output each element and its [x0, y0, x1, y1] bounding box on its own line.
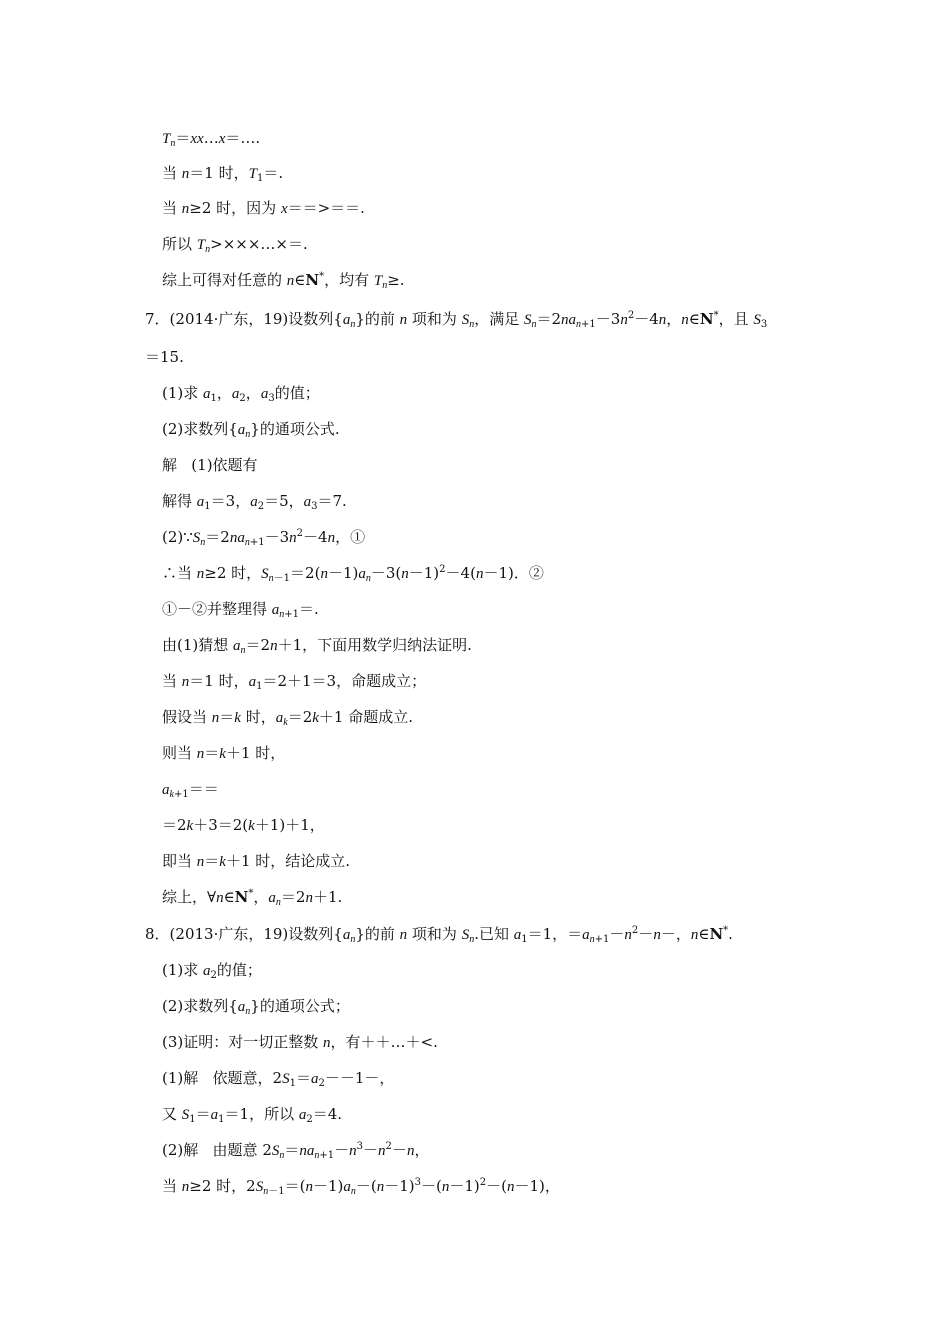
q8-sol-2-cont: 当 n≥2 时，$2S_{n-1}=(n-1)a_n-(n-1)^3-(n-1)^2-(n-1)$， — [162, 1177, 560, 1197]
q8-part1: (1)求 $a_2$的值； — [162, 961, 262, 981]
q7-part1: (1)求 $a_1$，$a_2$，$a_3$的值； — [162, 384, 320, 404]
q7-sol-ak1: $a_{k+1}==$ — [162, 780, 219, 800]
q7-sol-ak1-cont: ＝2k＋3＝2(k＋1)＋1， — [162, 816, 325, 834]
q7-sol-holds: 即当 n＝k＋1 时，结论成立. — [162, 852, 351, 870]
question-7-cont: ＝15. — [145, 348, 184, 366]
q7-sol-1: 解 (1)依题有 — [162, 456, 258, 474]
q8-sol-a2: 又 $S_1=a_1=1$，所以 $a_2=4$. — [162, 1105, 343, 1125]
q7-part2: (2)求数列$\{a_n\}$的通项公式. — [162, 420, 340, 440]
line-tn-product: $T_n=xx\dots x=\dots$. — [162, 129, 261, 149]
q7-sol-step: 则当 n＝k＋1 时， — [162, 744, 286, 762]
line-n1: 当 n＝1 时，$T_1=$. — [162, 164, 284, 184]
q7-sol-values: 解得 $a_1=3$，$a_2=5$，$a_3=7$. — [162, 492, 347, 512]
q7-sol-base: 当 n＝1 时，$a_1=2+1=3$，命题成立； — [162, 672, 427, 692]
q8-part2: (2)求数列$\{a_n\}$的通项公式； — [162, 997, 350, 1017]
q7-sol-eq2: ∴当 n≥2 时，$S_{n-1}=2(n-1)a_n-3(n-1)^2-4(n-1)$．② — [162, 564, 544, 584]
q7-sol-guess: 由(1)猜想 $a_n=2n+1$，下面用数学归纳法证明. — [162, 636, 472, 656]
question-8: 8．(2013·广东，19)设数列$\{a_n\}$的前 n 项和为 $S_n$.已知 $a_1=1$，$=a_{n+1}-n^2-n-$，n∈N*. — [145, 925, 733, 945]
line-n2: 当 n≥2 时，因为 x＝＝>＝＝. — [162, 199, 365, 217]
q7-sol-subtract: ①－②并整理得 $a_{n+1}=$. — [162, 600, 319, 620]
question-7: 7．(2014·广东，19)设数列$\{a_n\}$的前 n 项和为 $S_n$，满足 $S_n=2na_{n+1}-3n^2-4n$，n∈N*，且 $S_3$ — [145, 310, 768, 330]
line-therefore: 所以 $T_n>\times\times\times\dots\times=$. — [162, 235, 308, 255]
q8-sol-1: (1)解 依题意，$2S_1=a_2--1-$， — [162, 1069, 395, 1089]
line-conclusion-6: 综上可得对任意的 n∈N*，均有 $T_n\ge$. — [162, 271, 405, 291]
q8-sol-2: (2)解 由题意 $2S_n=na_{n+1}-n^3-n^2-n$， — [162, 1141, 430, 1161]
q7-sol-eq1: $(2)\because S_n=2na_{n+1}-3n^2-4n$，① — [162, 528, 366, 548]
q7-sol-conclusion: 综上，∀n∈N*，$a_n=2n+1$. — [162, 888, 343, 908]
q8-part3: (3)证明：对一切正整数 n，有＋＋…＋<. — [162, 1033, 438, 1051]
q7-sol-hypothesis: 假设当 n＝k 时，$a_k=2k+1$ 命题成立. — [162, 708, 414, 728]
